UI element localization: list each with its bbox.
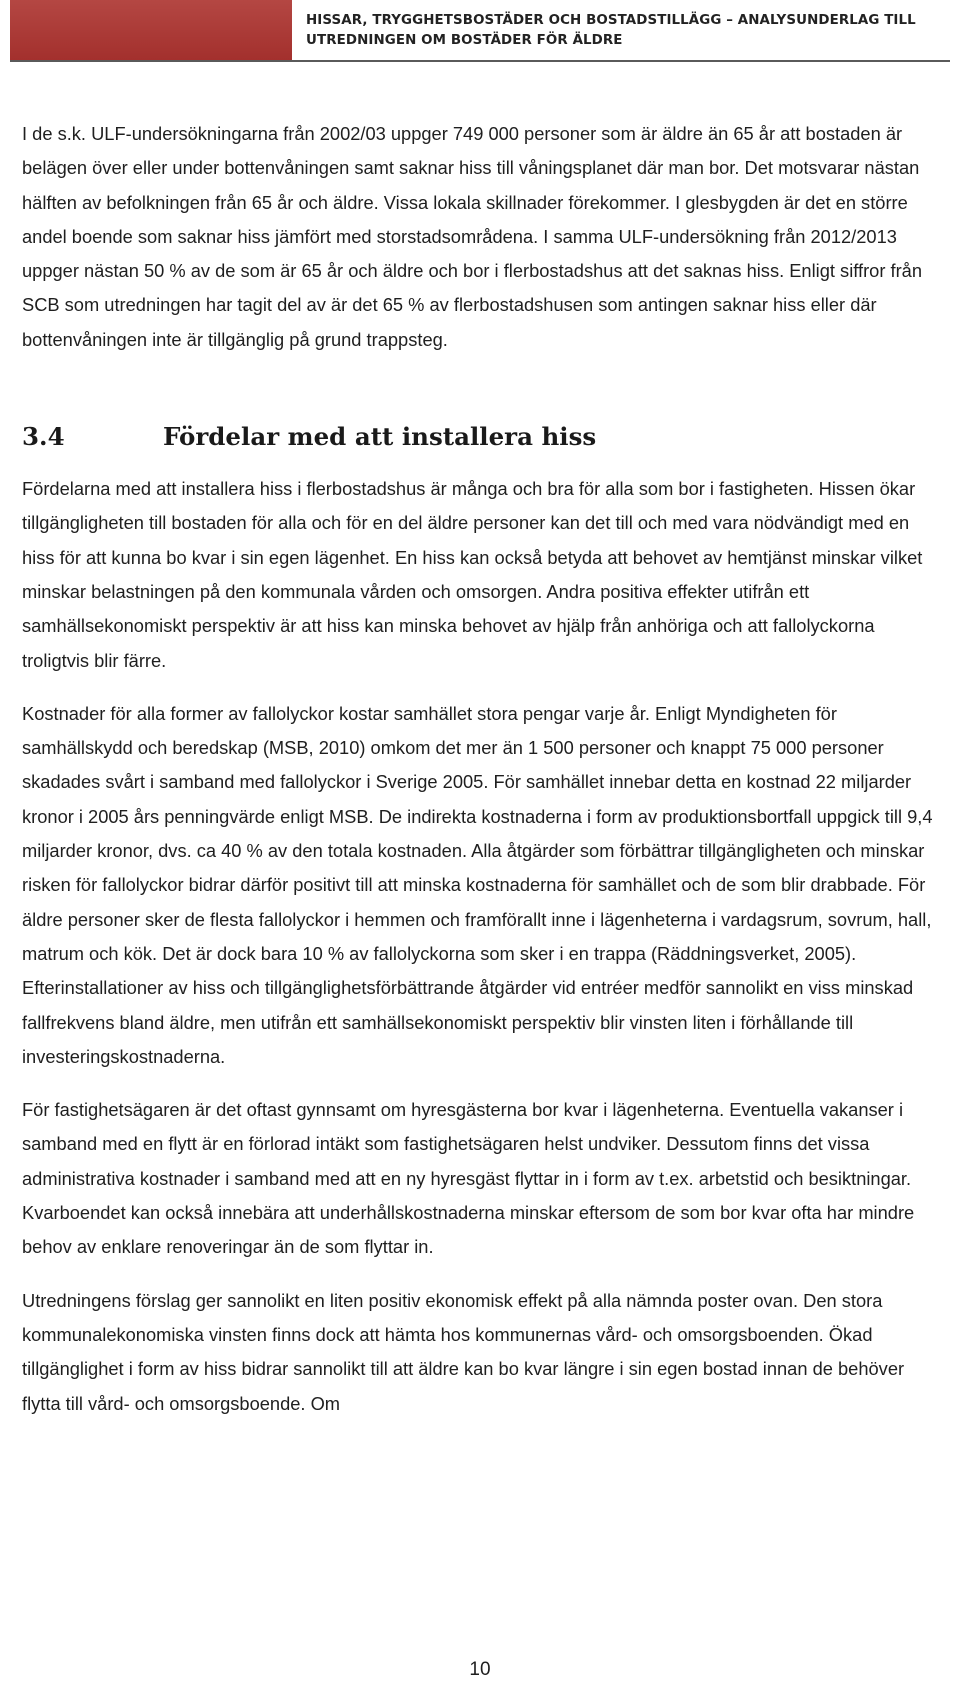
section-title: Fördelar med att installera hiss — [163, 422, 597, 452]
running-header — [10, 0, 950, 60]
section-heading — [22, 422, 937, 466]
body-paragraph-4: Utredningens förslag ger sannolikt en liten positiv ekonomisk effekt på alla nämnda poster ovan. Den stora kommunalekonomiska vinsten finns dock att hämta hos kommunernas vård- och omsorgsboenden. Ökad tillgänglighet i form av hiss bidrar sannolikt till att äldre kan bo kvar längre i sin egen bostad innan de behöver flytta till vård- och omsorgsboende. Om — [22, 1289, 905, 1414]
body-paragraph-2: Kostnader för alla former av fallolyckor kostar samhället stora pengar varje år. Enligt Myndigheten för samhällskydd och beredskap (MSB, 2010) omkom det mer än 1 500 personer och knappt 75 000 personer skadades svårt i samband med fallolyckor i Sverige 2005. För samhället innebar detta en kostnad 22 miljarder kronor i 2005 års penningvärde enligt MSB. De indirekta kostnaderna i form av produktionsbortfall uppgick till 9,4 miljarder kronor, dvs. ca 40 % av den totala kostnaden. Alla åtgärder som förbättrar tillgängligheten och minskar risken för fallolyckor bidrar därför positivt till att minska kostnaderna för samhället och de som blir drabbade. För äldre personer sker de flesta fallolyckor i hemmen och framförallt inne i lägenheterna i vardagsrum, sovrum, hall, matrum och kök. Det är dock bara 10 % av fallolyckorna som sker i en trappa (Räddningsverket, 2005). Efterinstallationer av hiss och tillgänglighetsförbättrande åtgärder vid entréer medför sannolikt en viss minskad fallfrekvens bland äldre, men utifrån ett samhällsekonomiskt perspektiv blir vinsten liten i förhållande till investeringskostnaderna. — [22, 702, 933, 1067]
header-title-line-1: HISSAR, TRYGGHETSBOSTÄDER OCH BOSTADSTILLÄGG – ANALYSUNDERLAG TILL — [306, 13, 916, 28]
header-divider — [10, 60, 950, 62]
header-title — [292, 0, 950, 60]
intro-paragraph: I de s.k. ULF-undersökningarna från 2002/03 uppger 749 000 personer som är äldre än 65 år att bostaden är belägen över eller under bottenvåningen samt saknar hiss till våningsplanet där man bor. Det motsvarar nästan hälften av befolkningen från 65 år och äldre. Vissa lokala skillnader förekommer. I glesbygden är det en större andel boende som saknar hiss jämfört med storstadsområdena. I samma ULF-undersökning från 2012/2013 uppger nästan 50 % av de som är 65 år och äldre och bor i flerbostadshus att det saknas hiss. Enligt siffror från SCB som utredningen har tagit del av är det 65 % av flerbostadshusen som antingen saknar hiss eller där bottenvåningen inte är tillgänglig på grund trappsteg. — [22, 123, 923, 350]
page-number: 10 — [469, 1659, 491, 1680]
body-paragraph-1: Fördelarna med att installera hiss i flerbostadshus är många och bra för alla som bor i fastigheten. Hissen ökar tillgängligheten till bostaden för alla och för en del äldre personer kan det till och med vara nödvändigt med en hiss för att kunna bo kvar i sin egen lägenhet. En hiss kan också betyda att behovet av hemtjänst minskar vilket minskar belastningen på den kommunala vården och omsorgen. Andra positiva effekter utifrån ett samhällsekonomiskt perspektiv är att hiss kan minska behovet av hjälp från anhöriga och att fallolyckorna troligtvis blir färre. — [22, 478, 923, 671]
body-paragraph-3: För fastighetsägaren är det oftast gynnsamt om hyresgästerna bor kvar i lägenheterna. Eventuella vakanser i samband med en flytt är en förlorad intäkt som fastighetsägaren helst undviker. Dessutom finns det vissa administrativa kostnader i samband med att en ny hyresgäst flyttar in i form av t.ex. arbetstid och besiktningar. Kvarboendet kan också innebära att underhållskostnaderna minskar eftersom de som bor kvar ofta har mindre behov av enklare renoveringar än de som flyttar in. — [22, 1099, 915, 1258]
section-number: 3.4 — [22, 422, 65, 452]
page-body — [22, 117, 937, 1421]
header-title-line-2: UTREDNINGEN OM BOSTÄDER FÖR ÄLDRE — [306, 33, 623, 48]
header-color-block — [10, 0, 292, 60]
